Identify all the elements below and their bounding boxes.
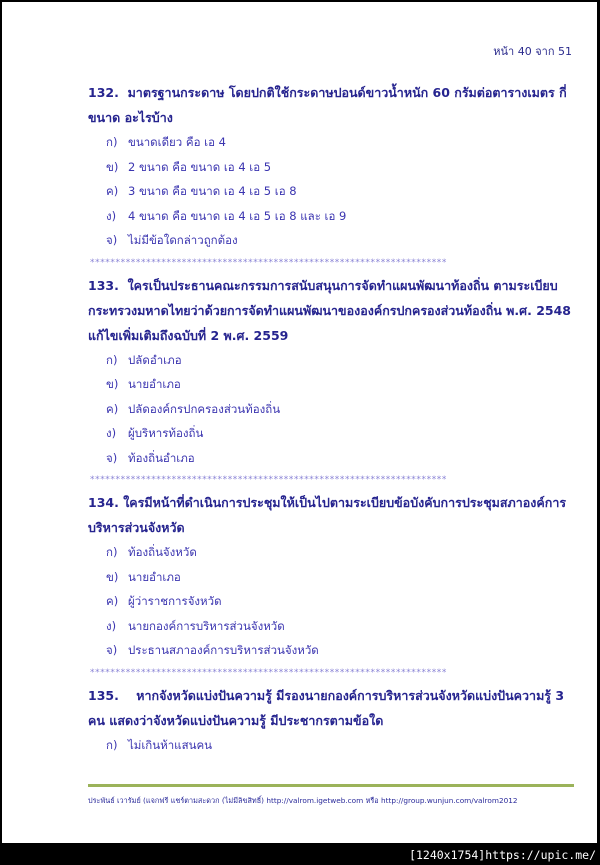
question-133: [88, 273, 580, 471]
option-kho-khwai: ค) 3 ขนาด คือ ขนาด เอ 4 เอ 5 เอ 8: [106, 184, 297, 198]
question-132: [88, 80, 580, 253]
document-page: [2, 2, 597, 843]
page-number: หน้า 40 จาก 51: [493, 45, 572, 58]
footer-credit: ประพันธ์ เวารัมย์ (แจกฟรี แชร์ตามสะดวก (ไม่มีลิขสิทธิ์) http://valrom.igetweb.com หรือ http://group.wunjun.com/valrom2012: [88, 796, 518, 805]
image-watermark: [1240x1754]https://upic.me/: [409, 848, 596, 862]
question-text: [88, 490, 580, 540]
star-separator: **********************************************************************: [90, 667, 447, 678]
question-number: 134.: [88, 495, 119, 510]
question-number: 135.: [88, 687, 119, 703]
option-list: [88, 540, 580, 663]
question-body: หากจังหวัดแบ่งปันความรู้ มีรองนายกองค์การบริหารส่วนจังหวัดแบ่งปันความรู้ 3 คน แสดงว่าจังหวัดแบ่งปันความรู้ มีประชากรตามข้อใด: [88, 687, 565, 728]
option-ngo: ง) ผู้บริหารท้องถิ่น: [106, 426, 204, 440]
option-kho-khwai: ค) ปลัดองค์กรปกครองส่วนท้องถิ่น: [106, 401, 281, 416]
question-body: ใครมีหน้าที่ดำเนินการประชุมให้เป็นไปตามระเบียบข้อบังคับการประชุมสภาองค์การบริหารส่วนจังหวัด: [88, 495, 567, 535]
option-kho: ข) 2 ขนาด คือ ขนาด เอ 4 เอ 5: [106, 159, 272, 174]
footer-divider: [88, 784, 574, 787]
star-separator: **********************************************************************: [90, 257, 447, 268]
option-kho: ข) นายอำเภอ: [106, 569, 181, 584]
option-cho: จ) ประธานสภาองค์การบริหารส่วนจังหวัด: [106, 643, 319, 657]
option-ko: ก) ไม่เกินห้าแสนคน: [106, 737, 213, 752]
option-ko: ก) ขนาดเดียว คือ เอ 4: [106, 135, 226, 149]
question-list: [88, 80, 580, 757]
option-kho: ข) นายอำเภอ: [106, 377, 181, 391]
question-body: ใครเป็นประธานคณะกรรมการสนับสนุนการจัดทำแผนพัฒนาท้องถิ่น ตามระเบียบกระทรวงมหาดไทยว่าด้วยการจัดทำแผนพัฒนาขององค์กรปกครองส่วนท้องถิ่น พ.ศ. 2548 แก้ไขเพิ่มเติมถึงฉบับที่ 2 พ.ศ. 2559: [88, 277, 571, 343]
option-ko: ก) ท้องถิ่นจังหวัด: [106, 545, 197, 559]
option-cho: จ) ไม่มีข้อใดกล่าวถูกต้อง: [106, 233, 238, 247]
option-list: [88, 130, 580, 253]
question-text: [88, 683, 580, 733]
option-ko: ก) ปลัดอำเภอ: [106, 352, 182, 367]
question-134: [88, 490, 580, 663]
question-text: [88, 273, 580, 348]
question-body: มาตรฐานกระดาษ โดยปกติใช้กระดาษปอนด์ขาวน้ำหนัก 60 กรัมต่อตารางเมตร กี่ขนาด อะไรบ้าง: [88, 85, 567, 125]
option-ngo: ง) 4 ขนาด คือ ขนาด เอ 4 เอ 5 เอ 8 และ เอ 9: [106, 208, 347, 223]
question-number: 133.: [88, 277, 119, 293]
option-ngo: ง) นายกองค์การบริหารส่วนจังหวัด: [106, 618, 285, 633]
question-text: [88, 80, 580, 130]
option-kho-khwai: ค) ผู้ว่าราชการจังหวัด: [106, 594, 222, 608]
option-list: [88, 348, 580, 471]
option-cho: จ) ท้องถิ่นอำเภอ: [106, 450, 195, 465]
question-135: [88, 683, 580, 758]
star-separator: **********************************************************************: [90, 475, 447, 485]
question-number: 132.: [88, 85, 119, 100]
option-list: [88, 733, 580, 758]
